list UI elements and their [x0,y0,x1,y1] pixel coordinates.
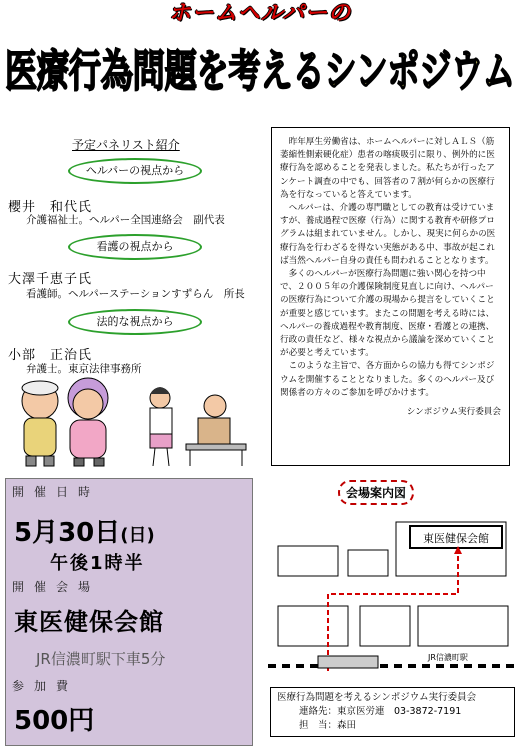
panelist-desc-1: 介護福祉士。ヘルパー全国連絡会 副代表 [26,214,225,226]
committee-person: 担 当：森田 [299,720,357,731]
statement-paragraph-3: 多くのヘルパーが医療行為問題に強い関心を持つ中で、２００５年の介護保険制度見直しに向け、ヘルパーの医療行為について介護の現場から提言をしていくことが重要と感じています。またこの問題を考える時には、ヘルパーの養成過程や教育制度、医療・看護との連携、行政の責任など、様々な視点から議論を深めていくことが必要と考えています。 [280,269,495,359]
panelist-desc-2: 看護師。ヘルパーステーションすずらん 所長 [26,288,245,300]
panelist-name-3: 小部 正治氏 [8,348,93,363]
fee-label: 参加費 [12,679,79,693]
committee-box [270,687,515,737]
statement-paragraph-1: 昨年厚生労働省は、ホームヘルパーに対しＡＬＳ（筋萎縮性側索硬化症）患者の喀痰吸引に限り、例外的に医療行為を認めることを発表しました。私たちが行ったアンケート調査の中でも、回答者の７割が何らかの医療行為を行なっていると答えています。 [280,137,495,200]
main-title [0,30,520,110]
event-date [14,512,155,549]
statement-box [271,127,510,466]
venue-map [268,506,518,682]
elderly-man-figure [22,381,58,466]
statement-signature: シンポジウム実行委員会 [406,407,501,418]
panelist-name-1: 櫻井 和代氏 [8,200,93,215]
seated-patient-figure [186,395,246,466]
elderly-woman-figure [68,378,108,466]
event-fee: 500円 [14,706,95,736]
event-date-value: 5月30日 [14,518,121,548]
venue-building-label: 東医健保会館 [423,532,489,545]
date-label: 開催日時 [12,485,101,499]
event-station: JR信濃町駅下車5分 [36,650,166,668]
event-venue: 東医健保会館 [14,608,164,636]
panelist-name-2: 大澤千恵子氏 [8,272,93,287]
station-label: JR信濃町駅 [428,653,468,662]
viewpoint-legal: 法的な視点から [68,309,202,335]
statement-paragraph-2: ヘルパーは、介護の専門職としての教育は受けていますが、養成過程で医療（行為）に関する教育や研修プログラムは組まれていません。しかし、現実に何らかの医療行為を行わざるを得ない実態がある中、事故が起これば当然ヘルパー自身の責任も問われることとなります。 [280,203,496,266]
venue-label: 開催会場 [12,580,101,594]
event-weekday: (日) [120,525,155,546]
top-title: ホームヘルパーの [168,1,352,26]
event-time: 午後1時半 [50,553,145,574]
viewpoint-nursing: 看護の視点から [68,234,202,260]
main-title-text: 医療行為問題を考えるシンポジウム [5,46,515,97]
station-building [318,656,378,668]
caregivers-illustration [10,376,262,468]
panelist-desc-3: 弁護士。東京法律事務所 [26,363,142,375]
panel-heading: 予定パネリスト紹介 [72,138,180,152]
statement-paragraph-4: このような主旨で、各方面からの協力も得てシンポジウムを開催することとなりました。多くのヘルパー及び関係者の方々のご参加を呼びかけます。 [280,361,495,398]
committee-name: 医療行為問題を考えるシンポジウム実行委員会 [277,692,477,703]
helper-figure [150,387,172,466]
map-title: 会場案内図 [338,480,414,505]
viewpoint-helper: ヘルパーの視点から [68,158,202,184]
committee-contact: 連絡先：東京医労連 03-3872-7191 [299,706,462,717]
